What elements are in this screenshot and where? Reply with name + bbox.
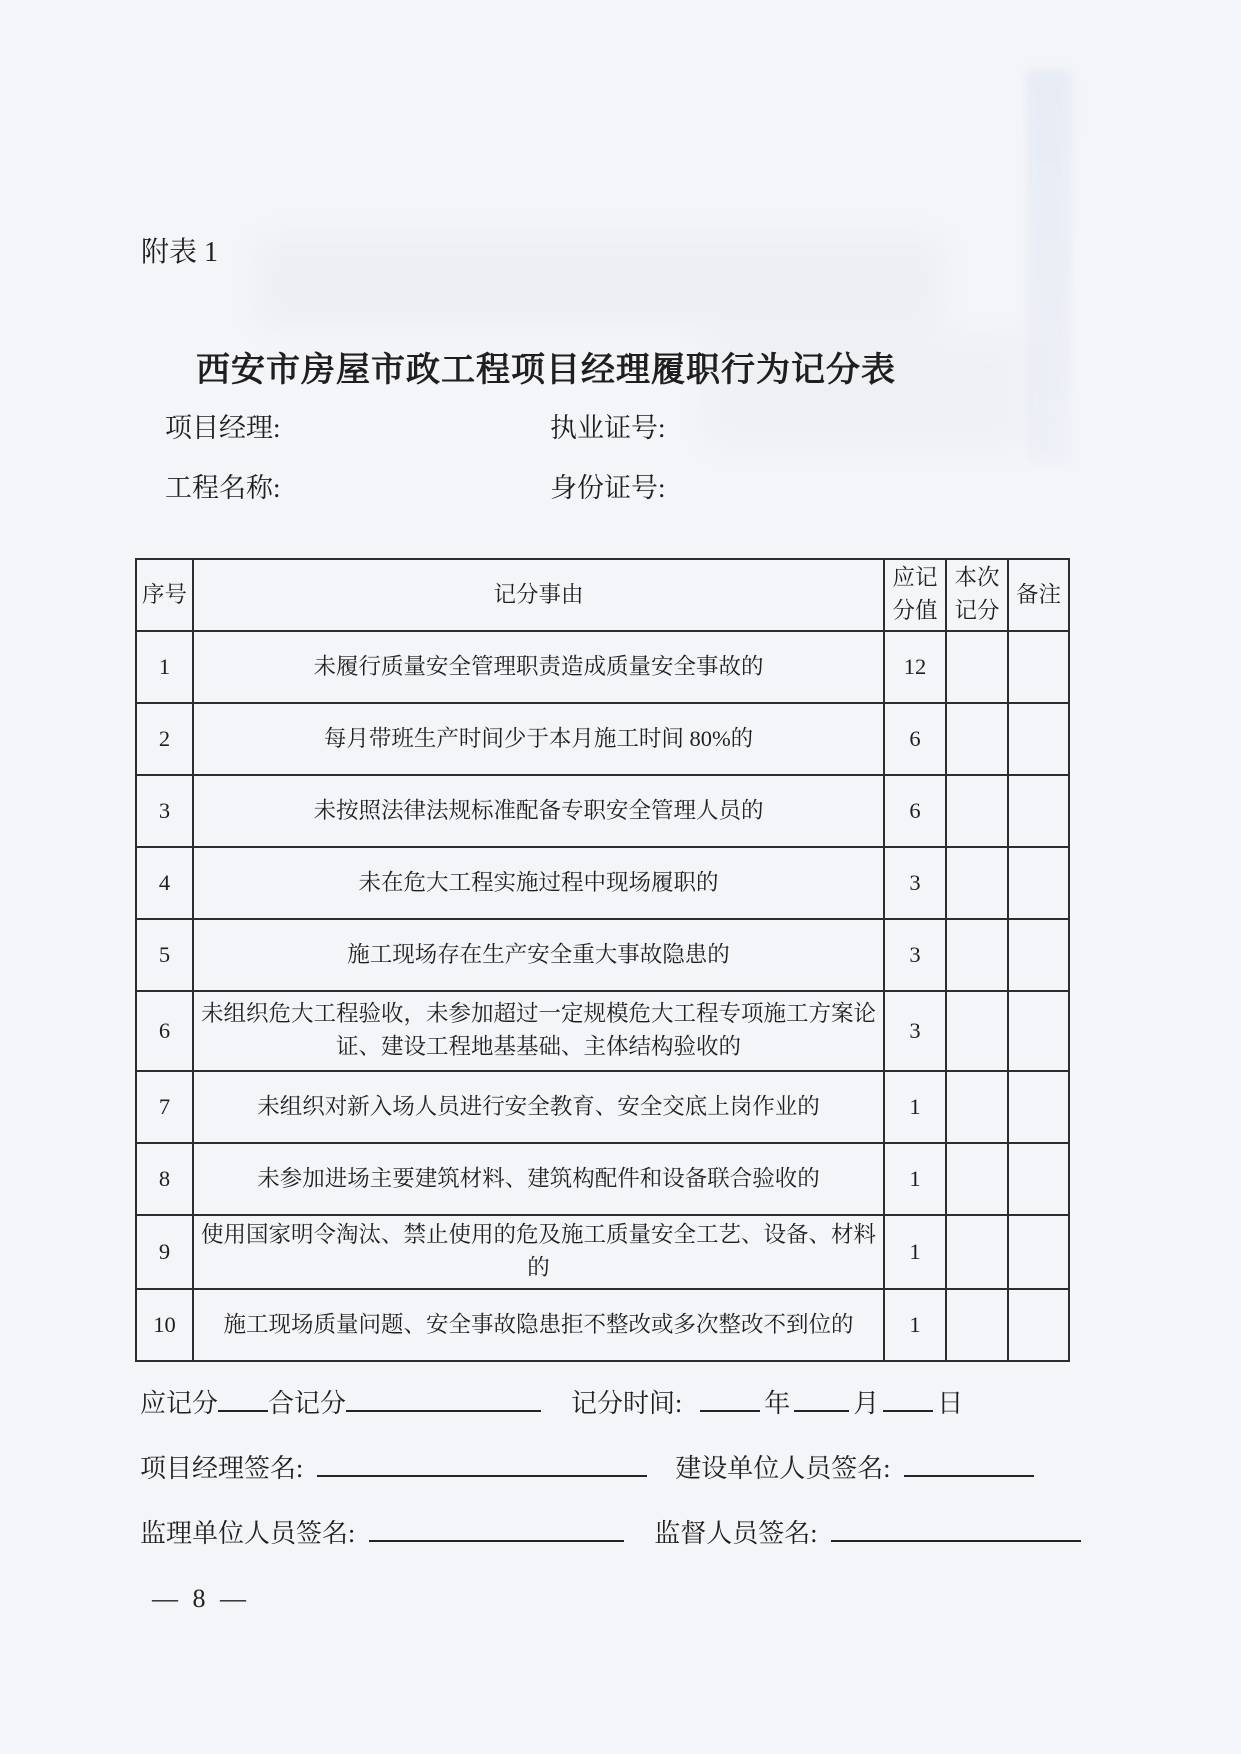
row-reason: 使用国家明令淘汰、禁止使用的危及施工质量安全工艺、设备、材料的 bbox=[193, 1215, 884, 1289]
row-points: 1 bbox=[884, 1071, 946, 1143]
header-index: 序号 bbox=[136, 559, 193, 631]
row-points: 3 bbox=[884, 847, 946, 919]
row-reason: 未组织对新入场人员进行安全教育、安全交底上岗作业的 bbox=[193, 1071, 884, 1143]
footer-score-line bbox=[140, 1383, 963, 1420]
blank-line bbox=[904, 1449, 1034, 1477]
info-row-1 bbox=[165, 406, 1065, 445]
table-row bbox=[136, 703, 1069, 775]
row-index: 5 bbox=[136, 919, 193, 991]
table-row bbox=[136, 1071, 1069, 1143]
row-reason: 每月带班生产时间少于本月施工时间 80%的 bbox=[193, 703, 884, 775]
header-reason: 记分事由 bbox=[193, 559, 884, 631]
row-index: 8 bbox=[136, 1143, 193, 1215]
row-points: 6 bbox=[884, 775, 946, 847]
row-index: 9 bbox=[136, 1215, 193, 1289]
row-remark-cell bbox=[1008, 919, 1069, 991]
footer-signature-line-2 bbox=[140, 1513, 1081, 1550]
row-index: 7 bbox=[136, 1071, 193, 1143]
table-row bbox=[136, 1289, 1069, 1361]
row-current-score-cell bbox=[946, 847, 1008, 919]
row-remark-cell bbox=[1008, 1143, 1069, 1215]
row-current-score-cell bbox=[946, 991, 1008, 1071]
scan-artifact-smudge bbox=[255, 235, 945, 330]
row-points: 1 bbox=[884, 1215, 946, 1289]
row-current-score-cell bbox=[946, 1289, 1008, 1361]
row-index: 4 bbox=[136, 847, 193, 919]
blank-line bbox=[831, 1514, 1081, 1542]
row-index: 1 bbox=[136, 631, 193, 703]
table-row bbox=[136, 1215, 1069, 1289]
score-time-label: 记分时间: bbox=[571, 1389, 683, 1418]
project-manager-label: 项目经理: bbox=[165, 413, 281, 443]
row-remark-cell bbox=[1008, 1289, 1069, 1361]
row-current-score-cell bbox=[946, 919, 1008, 991]
row-current-score-cell bbox=[946, 1215, 1008, 1289]
table-row bbox=[136, 775, 1069, 847]
annex-label: 附表 1 bbox=[141, 237, 219, 268]
page-number: — 8 — bbox=[152, 1584, 250, 1613]
row-index: 3 bbox=[136, 775, 193, 847]
header-remark: 备注 bbox=[1008, 559, 1069, 631]
header-points: 应记分值 bbox=[884, 559, 946, 631]
row-points: 12 bbox=[884, 631, 946, 703]
row-reason: 未参加进场主要建筑材料、建筑构配件和设备联合验收的 bbox=[193, 1143, 884, 1215]
project-name-label: 工程名称: bbox=[165, 473, 281, 503]
table-header-row bbox=[136, 559, 1069, 631]
supervisor-signature-label: 监理单位人员签名: bbox=[140, 1519, 356, 1548]
scoring-table bbox=[135, 558, 1070, 1362]
blank-line bbox=[700, 1384, 760, 1412]
owner-signature-label: 建设单位人员签名: bbox=[675, 1454, 891, 1483]
row-points: 1 bbox=[884, 1143, 946, 1215]
table-row bbox=[136, 631, 1069, 703]
row-remark-cell bbox=[1008, 703, 1069, 775]
month-label: 月 bbox=[853, 1389, 880, 1418]
row-reason: 施工现场存在生产安全重大事故隐患的 bbox=[193, 919, 884, 991]
row-current-score-cell bbox=[946, 775, 1008, 847]
row-reason: 未在危大工程实施过程中现场履职的 bbox=[193, 847, 884, 919]
row-reason: 施工现场质量问题、安全事故隐患拒不整改或多次整改不到位的 bbox=[193, 1289, 884, 1361]
row-remark-cell bbox=[1008, 991, 1069, 1071]
page-title: 西安市房屋市政工程项目经理履职行为记分表 bbox=[196, 352, 896, 389]
info-row-2 bbox=[165, 466, 1065, 505]
footer-signature-line-1 bbox=[140, 1448, 1034, 1485]
blank-line bbox=[218, 1384, 268, 1412]
row-index: 2 bbox=[136, 703, 193, 775]
should-score-label: 应记分 bbox=[140, 1389, 219, 1418]
row-reason: 未组织危大工程验收，未参加超过一定规模危大工程专项施工方案论证、建设工程地基基础、主体结构验收的 bbox=[193, 991, 884, 1071]
inspector-signature-label: 监督人员签名: bbox=[654, 1519, 818, 1548]
blank-line bbox=[794, 1384, 849, 1412]
row-reason: 未按照法律法规标准配备专职安全管理人员的 bbox=[193, 775, 884, 847]
row-remark-cell bbox=[1008, 775, 1069, 847]
license-number-label: 执业证号: bbox=[550, 413, 666, 443]
row-index: 10 bbox=[136, 1289, 193, 1361]
day-label: 日 bbox=[937, 1389, 964, 1418]
row-reason: 未履行质量安全管理职责造成质量安全事故的 bbox=[193, 631, 884, 703]
row-points: 6 bbox=[884, 703, 946, 775]
table-row bbox=[136, 1143, 1069, 1215]
id-number-label: 身份证号: bbox=[550, 473, 666, 503]
row-points: 1 bbox=[884, 1289, 946, 1361]
blank-line bbox=[317, 1449, 647, 1477]
row-current-score-cell bbox=[946, 703, 1008, 775]
row-index: 6 bbox=[136, 991, 193, 1071]
row-remark-cell bbox=[1008, 847, 1069, 919]
pm-signature-label: 项目经理签名: bbox=[140, 1454, 304, 1483]
table-row bbox=[136, 919, 1069, 991]
table-row bbox=[136, 991, 1069, 1071]
total-score-label: 合记分 bbox=[268, 1389, 347, 1418]
row-current-score-cell bbox=[946, 631, 1008, 703]
row-remark-cell bbox=[1008, 631, 1069, 703]
blank-line bbox=[369, 1514, 624, 1542]
row-current-score-cell bbox=[946, 1071, 1008, 1143]
table-row bbox=[136, 847, 1069, 919]
year-label: 年 bbox=[764, 1389, 791, 1418]
row-current-score-cell bbox=[946, 1143, 1008, 1215]
row-points: 3 bbox=[884, 991, 946, 1071]
header-current: 本次记分 bbox=[946, 559, 1008, 631]
blank-line bbox=[883, 1384, 933, 1412]
row-remark-cell bbox=[1008, 1215, 1069, 1289]
row-points: 3 bbox=[884, 919, 946, 991]
row-remark-cell bbox=[1008, 1071, 1069, 1143]
blank-line bbox=[346, 1384, 541, 1412]
